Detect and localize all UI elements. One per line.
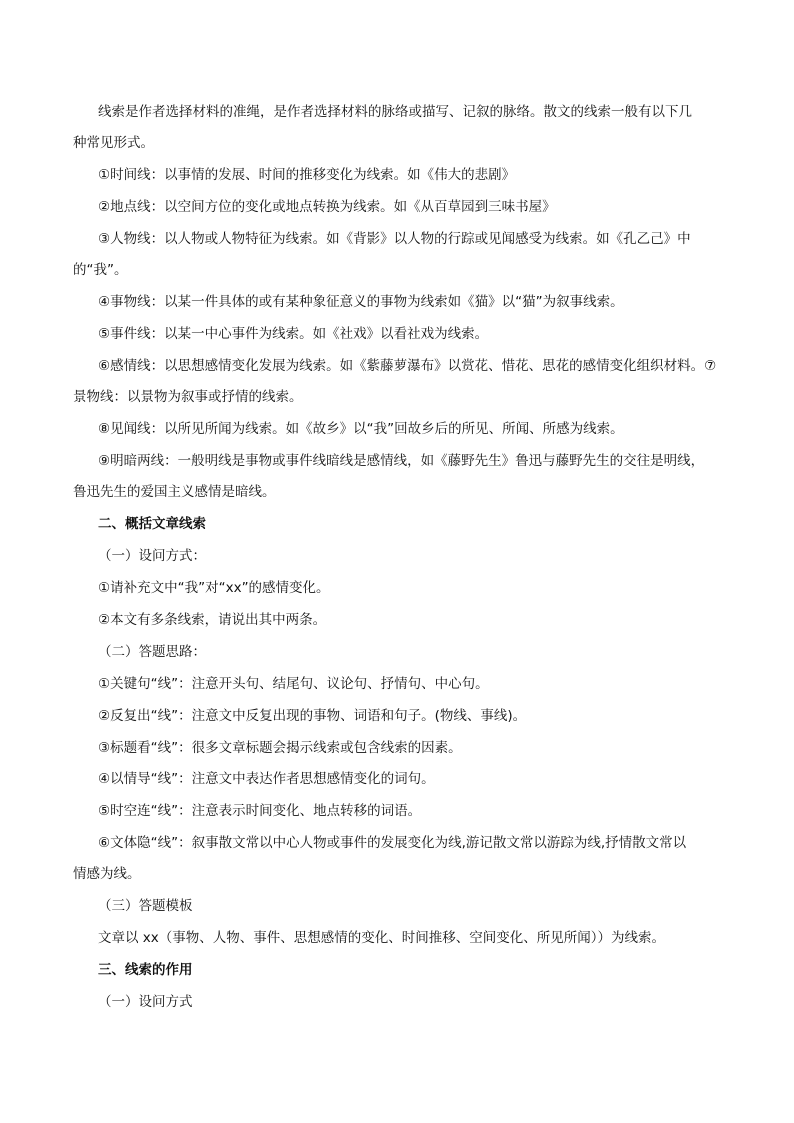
section-2-subheading-2: （二）答题思路： (98, 644, 206, 660)
form-object: ④事物线：以某一件具体的或有某种象征意义的事物为线索如《猫》以“猫”为叙事线索。 (98, 294, 624, 310)
tip-3: ③标题看“线”：很多文章标题会揭示线索或包含线索的因素。 (98, 740, 462, 756)
section-2-heading: 二、概括文章线索 (98, 516, 206, 532)
section-3-heading: 三、线索的作用 (98, 962, 193, 978)
tip-4: ④以情导“线”：注意文中表达作者思想感情变化的词句。 (98, 771, 435, 787)
tip-6-line-2: 情感为线。 (73, 866, 141, 882)
intro-line-2: 种常见形式。 (73, 135, 154, 151)
form-witness: ⑧见闻线：以所见所闻为线索。如《故乡》以“我”回故乡后的所见、所闻、所感为线索。 (98, 421, 624, 437)
tip-6-line-1: ⑥文体隐“线”：叙事散文常以中心人物或事件的发展变化为线,游记散文常以游踪为线,抒情散文常以 (98, 835, 687, 851)
answer-template: 文章以 xx（事物、人物、事件、思想感情的变化、时间推移、空间变化、所见所闻））为线索。 (98, 930, 666, 946)
form-emotion-line-1: ⑥感情线：以思想感情变化发展为线索。如《紫藤萝瀑布》以赏花、惜花、思花的感情变化组织材料。⑦ (98, 358, 717, 374)
form-time: ①时间线：以事情的发展、时间的推移变化为线索。如《伟大的悲剧》 (98, 167, 516, 183)
question-1: ①请补充文中“我”对“xx”的感情变化。 (98, 580, 330, 596)
tip-2: ②反复出“线”：注意文中反复出现的事物、词语和句子。(物线、事线)。 (98, 708, 527, 724)
section-2-subheading-3: （三）答题模板 (98, 898, 193, 914)
form-event: ⑤事件线：以某一中心事件为线索。如《社戏》以看社戏为线索。 (98, 326, 489, 342)
question-2: ②本文有多条线索，请说出其中两条。 (98, 612, 327, 628)
form-dual-line-2: 鲁迅先生的爱国主义感情是暗线。 (73, 484, 276, 500)
form-dual-line-1: ⑨明暗两线：一般明线是事物或事件线暗线是感情线，如《藤野先生》鲁迅与藤野先生的交往是明线， (98, 453, 705, 469)
form-place: ②地点线：以空间方位的变化或地点转换为线索。如《从百草园到三味书屋》 (98, 199, 556, 215)
form-person-line-2: 的“我”。 (73, 262, 128, 278)
form-emotion-line-2: 景物线：以景物为叙事或抒情的线索。 (73, 389, 303, 405)
section-2-subheading-1: （一）设问方式： (98, 548, 206, 564)
tip-1: ①关键句“线”：注意开头句、结尾句、议论句、抒情句、中心句。 (98, 676, 489, 692)
tip-5: ⑤时空连“线”：注意表示时间变化、地点转移的词语。 (98, 803, 422, 819)
intro-line-1: 线索是作者选择材料的准绳，是作者选择材料的脉络或描写、记叙的脉络。散文的线索一般有以下几 (98, 104, 692, 120)
form-person-line-1: ③人物线：以人物或人物特征为线索。如《背影》以人物的行踪或见闻感受为线索。如《孔乙己》中 (98, 231, 691, 247)
section-3-subheading-1: （一）设问方式 (98, 994, 193, 1010)
